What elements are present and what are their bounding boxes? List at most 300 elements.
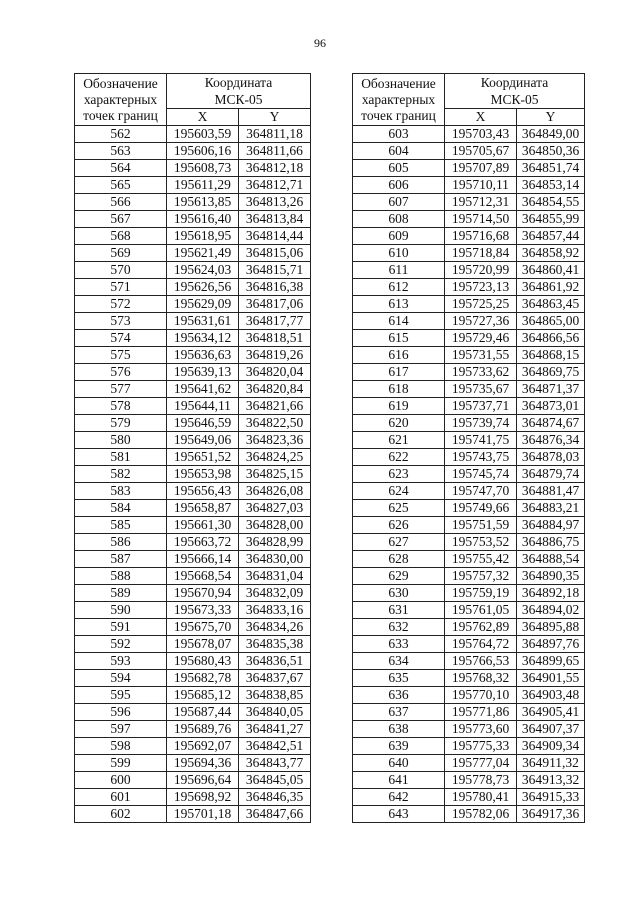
point-id-cell: 614 (353, 313, 445, 330)
x-coordinate-cell: 195673,33 (167, 602, 239, 619)
x-coordinate-cell: 195714,50 (445, 211, 517, 228)
y-coordinate-cell: 364853,14 (517, 177, 585, 194)
table-row (75, 585, 311, 602)
table-row (353, 670, 585, 687)
table-row (353, 500, 585, 517)
x-coordinate-cell: 195636,63 (167, 347, 239, 364)
point-id-cell: 576 (75, 364, 167, 381)
y-coordinate-cell: 364833,16 (239, 602, 311, 619)
x-coordinate-cell: 195761,05 (445, 602, 517, 619)
y-coordinate-cell: 364817,06 (239, 296, 311, 313)
point-label-header (75, 74, 167, 126)
x-coordinate-cell: 195757,32 (445, 568, 517, 585)
x-coordinate-cell: 195735,67 (445, 381, 517, 398)
y-coordinate-cell: 364909,34 (517, 738, 585, 755)
x-coordinate-cell: 195678,07 (167, 636, 239, 653)
coordinates-table-left (74, 73, 311, 823)
point-id-cell: 579 (75, 415, 167, 432)
point-id-cell: 643 (353, 806, 445, 823)
y-coordinate-cell: 364847,66 (239, 806, 311, 823)
point-id-cell: 620 (353, 415, 445, 432)
y-coordinate-cell: 364838,85 (239, 687, 311, 704)
table-row (353, 483, 585, 500)
table-row (75, 653, 311, 670)
point-id-cell: 593 (75, 653, 167, 670)
y-coordinate-cell: 364907,37 (517, 721, 585, 738)
x-coordinate-cell: 195649,06 (167, 432, 239, 449)
x-coordinate-cell: 195716,68 (445, 228, 517, 245)
x-coordinate-cell: 195766,53 (445, 653, 517, 670)
table-row (353, 449, 585, 466)
y-coordinate-cell: 364815,06 (239, 245, 311, 262)
y-coordinate-cell: 364878,03 (517, 449, 585, 466)
y-coordinate-cell: 364846,35 (239, 789, 311, 806)
x-column-header: X (167, 109, 239, 126)
table-row (353, 381, 585, 398)
y-coordinate-cell: 364901,55 (517, 670, 585, 687)
x-coordinate-cell: 195775,33 (445, 738, 517, 755)
point-id-cell: 641 (353, 772, 445, 789)
point-id-cell: 612 (353, 279, 445, 296)
x-coordinate-cell: 195747,70 (445, 483, 517, 500)
y-coordinate-cell: 364842,51 (239, 738, 311, 755)
point-id-cell: 605 (353, 160, 445, 177)
x-coordinate-cell: 195727,36 (445, 313, 517, 330)
y-coordinate-cell: 364857,44 (517, 228, 585, 245)
x-coordinate-cell: 195634,12 (167, 330, 239, 347)
point-id-cell: 574 (75, 330, 167, 347)
table-row (75, 772, 311, 789)
point-id-cell: 598 (75, 738, 167, 755)
y-column-header: Y (517, 109, 585, 126)
y-column-header: Y (239, 109, 311, 126)
y-coordinate-cell: 364831,04 (239, 568, 311, 585)
x-coordinate-cell: 195777,04 (445, 755, 517, 772)
x-coordinate-cell: 195759,19 (445, 585, 517, 602)
y-coordinate-cell: 364849,00 (517, 126, 585, 143)
y-coordinate-cell: 364892,18 (517, 585, 585, 602)
table-row (75, 262, 311, 279)
point-label-header-line: точек границ (361, 107, 436, 123)
x-coordinate-cell: 195698,92 (167, 789, 239, 806)
point-id-cell: 580 (75, 432, 167, 449)
point-id-cell: 610 (353, 245, 445, 262)
x-coordinate-cell: 195668,54 (167, 568, 239, 585)
point-id-cell: 616 (353, 347, 445, 364)
table-row (353, 704, 585, 721)
x-coordinate-cell: 195661,30 (167, 517, 239, 534)
table-row (353, 143, 585, 160)
point-id-cell: 601 (75, 789, 167, 806)
point-id-cell: 634 (353, 653, 445, 670)
x-coordinate-cell: 195755,42 (445, 551, 517, 568)
point-id-cell: 638 (353, 721, 445, 738)
table-row (75, 517, 311, 534)
x-coordinate-cell: 195685,12 (167, 687, 239, 704)
table-row (353, 517, 585, 534)
table-row (353, 262, 585, 279)
y-coordinate-cell: 364869,75 (517, 364, 585, 381)
y-coordinate-cell: 364911,32 (517, 755, 585, 772)
point-id-cell: 578 (75, 398, 167, 415)
table-row (353, 789, 585, 806)
x-coordinate-cell: 195701,18 (167, 806, 239, 823)
table-row (353, 415, 585, 432)
x-coordinate-cell: 195741,75 (445, 432, 517, 449)
y-coordinate-cell: 364860,41 (517, 262, 585, 279)
x-column-header: X (445, 109, 517, 126)
x-coordinate-cell: 195616,40 (167, 211, 239, 228)
x-coordinate-cell: 195749,66 (445, 500, 517, 517)
point-id-cell: 606 (353, 177, 445, 194)
point-id-cell: 618 (353, 381, 445, 398)
x-coordinate-cell: 195703,43 (445, 126, 517, 143)
x-coordinate-cell: 195629,09 (167, 296, 239, 313)
y-coordinate-cell: 364837,67 (239, 670, 311, 687)
point-id-cell: 566 (75, 194, 167, 211)
point-id-cell: 629 (353, 568, 445, 585)
table-row (353, 466, 585, 483)
table-row (353, 653, 585, 670)
x-coordinate-cell: 195739,74 (445, 415, 517, 432)
y-coordinate-cell: 364820,04 (239, 364, 311, 381)
table-row (75, 126, 311, 143)
table-row (75, 160, 311, 177)
point-id-cell: 568 (75, 228, 167, 245)
point-id-cell: 567 (75, 211, 167, 228)
x-coordinate-cell: 195751,59 (445, 517, 517, 534)
y-coordinate-cell: 364903,48 (517, 687, 585, 704)
x-coordinate-cell: 195723,13 (445, 279, 517, 296)
x-coordinate-cell: 195613,85 (167, 194, 239, 211)
point-id-cell: 602 (75, 806, 167, 823)
table-row (75, 704, 311, 721)
table-row (353, 279, 585, 296)
table-row (75, 806, 311, 823)
coordinate-header-line: Координата (204, 75, 273, 90)
table-row (353, 687, 585, 704)
table-row (75, 687, 311, 704)
table-row (75, 551, 311, 568)
point-id-cell: 640 (353, 755, 445, 772)
x-coordinate-cell: 195603,59 (167, 126, 239, 143)
table-row (75, 245, 311, 262)
y-coordinate-cell: 364854,55 (517, 194, 585, 211)
x-coordinate-cell: 195606,16 (167, 143, 239, 160)
x-coordinate-cell: 195656,43 (167, 483, 239, 500)
x-coordinate-cell: 195780,41 (445, 789, 517, 806)
y-coordinate-cell: 364813,84 (239, 211, 311, 228)
x-coordinate-cell: 195782,06 (445, 806, 517, 823)
table-row (353, 551, 585, 568)
coordinate-group-header (445, 74, 585, 109)
x-coordinate-cell: 195768,32 (445, 670, 517, 687)
coordinates-table-right (352, 73, 585, 823)
y-coordinate-cell: 364819,26 (239, 347, 311, 364)
x-coordinate-cell: 195771,86 (445, 704, 517, 721)
x-coordinate-cell: 195743,75 (445, 449, 517, 466)
x-coordinate-cell: 195618,95 (167, 228, 239, 245)
x-coordinate-cell: 195712,31 (445, 194, 517, 211)
point-id-cell: 607 (353, 194, 445, 211)
point-id-cell: 624 (353, 483, 445, 500)
point-id-cell: 565 (75, 177, 167, 194)
x-coordinate-cell: 195670,94 (167, 585, 239, 602)
x-coordinate-cell: 195644,11 (167, 398, 239, 415)
table-row (75, 568, 311, 585)
point-id-cell: 604 (353, 143, 445, 160)
y-coordinate-cell: 364830,00 (239, 551, 311, 568)
y-coordinate-cell: 364834,26 (239, 619, 311, 636)
y-coordinate-cell: 364899,65 (517, 653, 585, 670)
y-coordinate-cell: 364873,01 (517, 398, 585, 415)
point-id-cell: 571 (75, 279, 167, 296)
table-row (353, 602, 585, 619)
table-row (75, 313, 311, 330)
table-body-left (75, 126, 311, 823)
table-row (75, 228, 311, 245)
point-id-cell: 603 (353, 126, 445, 143)
x-coordinate-cell: 195733,62 (445, 364, 517, 381)
y-coordinate-cell: 364917,36 (517, 806, 585, 823)
y-coordinate-cell: 364821,66 (239, 398, 311, 415)
y-coordinate-cell: 364828,99 (239, 534, 311, 551)
table-row (75, 330, 311, 347)
point-id-cell: 570 (75, 262, 167, 279)
table-row (353, 619, 585, 636)
point-id-cell: 599 (75, 755, 167, 772)
table-row (353, 194, 585, 211)
y-coordinate-cell: 364812,18 (239, 160, 311, 177)
y-coordinate-cell: 364858,92 (517, 245, 585, 262)
point-id-cell: 586 (75, 534, 167, 551)
x-coordinate-cell: 195720,99 (445, 262, 517, 279)
y-coordinate-cell: 364855,99 (517, 211, 585, 228)
point-id-cell: 633 (353, 636, 445, 653)
y-coordinate-cell: 364816,38 (239, 279, 311, 296)
point-id-cell: 639 (353, 738, 445, 755)
y-coordinate-cell: 364825,15 (239, 466, 311, 483)
y-coordinate-cell: 364818,51 (239, 330, 311, 347)
y-coordinate-cell: 364845,05 (239, 772, 311, 789)
y-coordinate-cell: 364894,02 (517, 602, 585, 619)
y-coordinate-cell: 364812,71 (239, 177, 311, 194)
y-coordinate-cell: 364841,27 (239, 721, 311, 738)
point-id-cell: 623 (353, 466, 445, 483)
point-id-cell: 608 (353, 211, 445, 228)
x-coordinate-cell: 195639,13 (167, 364, 239, 381)
point-id-cell: 611 (353, 262, 445, 279)
table-row (75, 466, 311, 483)
y-coordinate-cell: 364866,56 (517, 330, 585, 347)
table-row (75, 143, 311, 160)
coordinate-header-line: Координата (480, 75, 549, 90)
point-id-cell: 595 (75, 687, 167, 704)
y-coordinate-cell: 364828,00 (239, 517, 311, 534)
x-coordinate-cell: 195631,61 (167, 313, 239, 330)
x-coordinate-cell: 195675,70 (167, 619, 239, 636)
table-row (75, 449, 311, 466)
point-id-cell: 581 (75, 449, 167, 466)
point-id-cell: 569 (75, 245, 167, 262)
y-coordinate-cell: 364915,33 (517, 789, 585, 806)
x-coordinate-cell: 195731,55 (445, 347, 517, 364)
x-coordinate-cell: 195658,87 (167, 500, 239, 517)
table-row (75, 534, 311, 551)
x-coordinate-cell: 195608,73 (167, 160, 239, 177)
x-coordinate-cell: 195725,25 (445, 296, 517, 313)
table-row (353, 738, 585, 755)
y-coordinate-cell: 364861,92 (517, 279, 585, 296)
table-row (75, 670, 311, 687)
table-row (353, 755, 585, 772)
table-row (353, 534, 585, 551)
table-row (75, 738, 311, 755)
x-coordinate-cell: 195710,11 (445, 177, 517, 194)
table-row (353, 313, 585, 330)
y-coordinate-cell: 364871,37 (517, 381, 585, 398)
y-coordinate-cell: 364824,25 (239, 449, 311, 466)
x-coordinate-cell: 195707,89 (445, 160, 517, 177)
x-coordinate-cell: 195624,03 (167, 262, 239, 279)
y-coordinate-cell: 364811,18 (239, 126, 311, 143)
x-coordinate-cell: 195770,10 (445, 687, 517, 704)
x-coordinate-cell: 195762,89 (445, 619, 517, 636)
y-coordinate-cell: 364840,05 (239, 704, 311, 721)
y-coordinate-cell: 364851,74 (517, 160, 585, 177)
y-coordinate-cell: 364815,71 (239, 262, 311, 279)
point-id-cell: 563 (75, 143, 167, 160)
y-coordinate-cell: 364843,77 (239, 755, 311, 772)
x-coordinate-cell: 195611,29 (167, 177, 239, 194)
point-id-cell: 627 (353, 534, 445, 551)
table-row (75, 755, 311, 772)
point-id-cell: 588 (75, 568, 167, 585)
point-id-cell: 564 (75, 160, 167, 177)
point-id-cell: 635 (353, 670, 445, 687)
x-coordinate-cell: 195692,07 (167, 738, 239, 755)
table-row (75, 364, 311, 381)
coordinate-group-header (167, 74, 311, 109)
y-coordinate-cell: 364817,77 (239, 313, 311, 330)
point-id-cell: 632 (353, 619, 445, 636)
table-row (353, 398, 585, 415)
point-id-cell: 622 (353, 449, 445, 466)
x-coordinate-cell: 195666,14 (167, 551, 239, 568)
y-coordinate-cell: 364868,15 (517, 347, 585, 364)
table-row (353, 364, 585, 381)
y-coordinate-cell: 364835,38 (239, 636, 311, 653)
table-row (353, 806, 585, 823)
table-row (353, 177, 585, 194)
y-coordinate-cell: 364888,54 (517, 551, 585, 568)
x-coordinate-cell: 195705,67 (445, 143, 517, 160)
point-id-cell: 592 (75, 636, 167, 653)
y-coordinate-cell: 364913,32 (517, 772, 585, 789)
x-coordinate-cell: 195687,44 (167, 704, 239, 721)
x-coordinate-cell: 195753,52 (445, 534, 517, 551)
table-row (353, 585, 585, 602)
point-id-cell: 637 (353, 704, 445, 721)
point-id-cell: 587 (75, 551, 167, 568)
table-row (353, 228, 585, 245)
table-row (75, 211, 311, 228)
y-coordinate-cell: 364879,74 (517, 466, 585, 483)
point-label-header-line: характерных (83, 91, 158, 107)
x-coordinate-cell: 195764,72 (445, 636, 517, 653)
y-coordinate-cell: 364811,66 (239, 143, 311, 160)
point-id-cell: 619 (353, 398, 445, 415)
table-row (75, 602, 311, 619)
point-id-cell: 597 (75, 721, 167, 738)
table-row (75, 381, 311, 398)
point-id-cell: 621 (353, 432, 445, 449)
point-id-cell: 591 (75, 619, 167, 636)
x-coordinate-cell: 195773,60 (445, 721, 517, 738)
point-id-cell: 594 (75, 670, 167, 687)
table-row (75, 636, 311, 653)
y-coordinate-cell: 364895,88 (517, 619, 585, 636)
point-label-header-line: характерных (361, 91, 436, 107)
table-row (353, 330, 585, 347)
point-id-cell: 600 (75, 772, 167, 789)
x-coordinate-cell: 195621,49 (167, 245, 239, 262)
point-label-header (353, 74, 445, 126)
point-id-cell: 630 (353, 585, 445, 602)
point-id-cell: 575 (75, 347, 167, 364)
x-coordinate-cell: 195737,71 (445, 398, 517, 415)
x-coordinate-cell: 195745,74 (445, 466, 517, 483)
point-id-cell: 584 (75, 500, 167, 517)
table-row (75, 398, 311, 415)
point-id-cell: 613 (353, 296, 445, 313)
x-coordinate-cell: 195694,36 (167, 755, 239, 772)
x-coordinate-cell: 195626,56 (167, 279, 239, 296)
point-id-cell: 609 (353, 228, 445, 245)
x-coordinate-cell: 195680,43 (167, 653, 239, 670)
y-coordinate-cell: 364826,08 (239, 483, 311, 500)
table-row (75, 721, 311, 738)
coordinate-header-line: МСК-05 (214, 92, 263, 107)
point-label-header-line: Обозначение (83, 75, 158, 91)
y-coordinate-cell: 364890,35 (517, 568, 585, 585)
y-coordinate-cell: 364863,45 (517, 296, 585, 313)
point-id-cell: 573 (75, 313, 167, 330)
table-row (75, 483, 311, 500)
coordinate-header-line: МСК-05 (490, 92, 539, 107)
point-id-cell: 625 (353, 500, 445, 517)
x-coordinate-cell: 195718,84 (445, 245, 517, 262)
point-id-cell: 631 (353, 602, 445, 619)
point-id-cell: 582 (75, 466, 167, 483)
x-coordinate-cell: 195689,76 (167, 721, 239, 738)
table-row (75, 279, 311, 296)
table-row (353, 347, 585, 364)
point-id-cell: 585 (75, 517, 167, 534)
y-coordinate-cell: 364823,36 (239, 432, 311, 449)
point-id-cell: 596 (75, 704, 167, 721)
point-id-cell: 583 (75, 483, 167, 500)
y-coordinate-cell: 364865,00 (517, 313, 585, 330)
y-coordinate-cell: 364850,36 (517, 143, 585, 160)
x-coordinate-cell: 195696,64 (167, 772, 239, 789)
point-id-cell: 628 (353, 551, 445, 568)
y-coordinate-cell: 364874,67 (517, 415, 585, 432)
y-coordinate-cell: 364813,26 (239, 194, 311, 211)
y-coordinate-cell: 364883,21 (517, 500, 585, 517)
table-row (353, 636, 585, 653)
y-coordinate-cell: 364905,41 (517, 704, 585, 721)
